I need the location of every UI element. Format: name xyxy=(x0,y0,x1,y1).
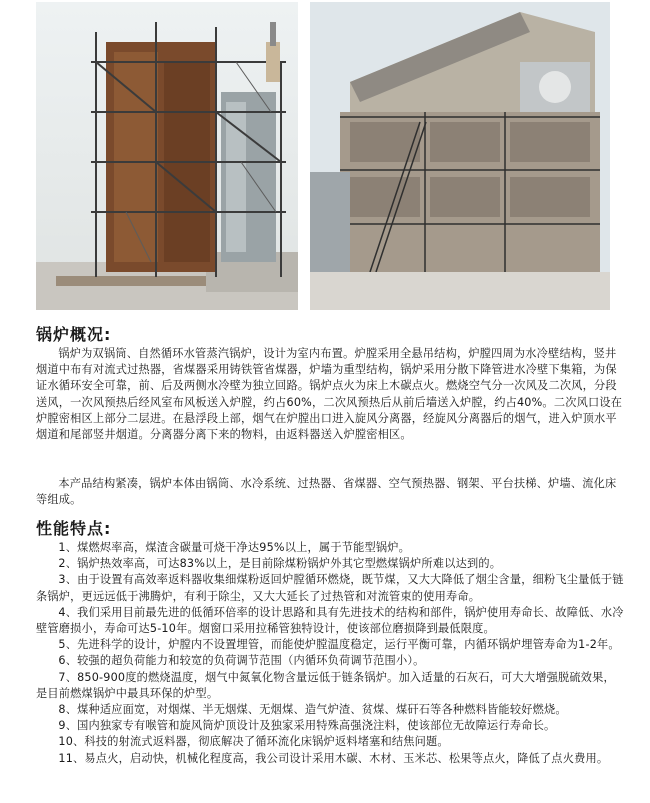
feature-item: 5、先进科学的设计，炉膛内不设置埋管，而能使炉膛温度稳定，运行平衡可靠，内循环锅炉埋管寿命为1-2年。 xyxy=(58,638,620,652)
overview-paragraph: 锅炉为双锅筒、自然循环水管蒸汽锅炉，设计为室内布置。炉膛采用全悬吊结构，炉膛四周为水冷壁结构，竖井烟道中布有对流式过热器，省煤器采用铸铁管省煤器，炉墙为重型结构，锅炉采用分散下降管进水冷壁下集箱，为保证水循环安全可靠，前、后及两侧水冷壁为独立回路。锅炉点火为床上木碳点火。燃烧空气分一次风及二次风，分段送风，一次风预热后经风室布风板送入炉膛，约占60%，二次风预热后从前后墙送入炉膛，约占40%。二次风口设在炉膛密相区上部分二层进。在悬浮段上部，烟气在炉膛出口进入旋风分离器，经旋风分离器后的烟气，进入炉顶水平烟道和尾部竖井烟道。分离器分离下来的物料，由返料器送入炉膛密相区。 xyxy=(36,347,623,442)
boiler-house-photo xyxy=(310,2,610,310)
boiler-frame-photo xyxy=(36,2,298,310)
feature-item: 2、锅炉热效率高，可达83%以上，是目前除煤粉锅炉外其它型燃煤锅炉所难以达到的。 xyxy=(58,557,502,571)
feature-item: 11、易点火，启动快，机械化程度高，我公司设计采用木碳、木材、玉米芯、松果等点火，降低了点火费用。 xyxy=(58,751,609,765)
overview-scope-paragraph: 本产品结构紧凑，锅炉本体由锅筒、水冷系统、过热器、省煤器、空气预热器、钢架、平台扶梯、炉墙、流化床等组成。 xyxy=(36,477,617,507)
feature-item: 8、煤种适应面宽，对烟煤、半无烟煤、无烟煤、造气炉渣、贫煤、煤矸石等各种燃料皆能较好燃烧。 xyxy=(58,703,567,717)
boiler-house-illustration xyxy=(310,2,610,310)
features-title: 性能特点: xyxy=(36,519,112,538)
photo-row xyxy=(0,0,650,320)
feature-item: 7、850-900度的燃烧温度，烟气中氮氧化物含量远低于链条锅炉。加入适量的石灰石，可大大增强脱硫效果，是目前燃煤锅炉中最具环保的炉型。 xyxy=(36,670,615,700)
boiler-steel-frame-illustration xyxy=(36,2,298,310)
feature-item: 4、我们采用目前最先进的低循环倍率的设计思路和具有先进技术的结构和部件，锅炉使用寿命长、故障低、水冷壁管磨损小，寿命可达5-10年。烟窗口采用拉稀管独特设计，使该部位磨损降到最低限度。 xyxy=(36,605,624,636)
features-list xyxy=(36,540,626,767)
feature-item: 3、由于设置有高效率返料器收集细煤粉返回炉膛循环燃烧，既节煤，又大大降低了烟尘含量，细粉飞尘量低于链条锅炉，更远远低于沸腾炉，有利于除尘，又大大延长了过热管和对流管束的使用寿命。 xyxy=(36,573,624,603)
feature-item: 10、科技的射流式返料器，彻底解决了循环流化床锅炉返料堵塞和结焦问题。 xyxy=(58,735,449,749)
feature-item: 9、国内独家专有喉管和旋风筒炉顶设计及独家采用特殊高强浇注料，使该部位无故障运行寿命长。 xyxy=(58,719,556,733)
overview-title: 锅炉概况: xyxy=(36,325,112,344)
feature-item: 1、煤燃烬率高，煤渣含碳量可烧干净达95%以上，属于节能型锅炉。 xyxy=(58,541,411,554)
feature-item: 6、较强的超负荷能力和较宽的负荷调节范围（内循环负荷调节范围小）。 xyxy=(58,654,425,668)
